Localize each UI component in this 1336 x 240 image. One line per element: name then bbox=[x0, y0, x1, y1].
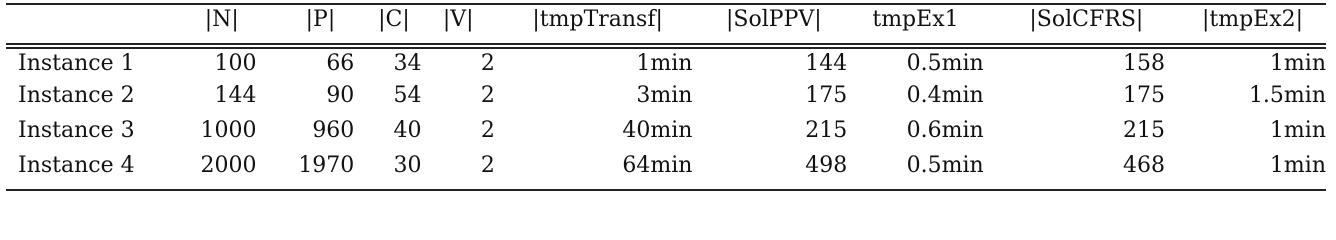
cell-tmptransf: 40min bbox=[622, 118, 693, 143]
cell-c: 54 bbox=[393, 83, 422, 108]
cell-tmpex2: 1min bbox=[1269, 118, 1326, 143]
cell-solcfrs: 175 bbox=[1123, 83, 1165, 108]
cell-tmpex2: 1min bbox=[1269, 51, 1326, 76]
cell-solppv: 215 bbox=[805, 118, 848, 143]
cell-c: 34 bbox=[393, 51, 422, 76]
cell-v: 2 bbox=[480, 153, 495, 178]
cell-v: 2 bbox=[480, 118, 495, 143]
header-cell-instance bbox=[6, 3, 167, 43]
cell-instance-name: Instance 2 bbox=[18, 83, 135, 108]
header-cell-tmpex1: tmpEx1 bbox=[872, 7, 959, 32]
cell-solppv: 498 bbox=[805, 153, 848, 178]
header-cell-solppv: |SolPPV| bbox=[726, 7, 822, 32]
header-cell-n: |N| bbox=[204, 7, 239, 32]
cell-tmpex1: 0.5min bbox=[906, 51, 984, 76]
cell-tmpex2: 1min bbox=[1269, 153, 1326, 178]
cell-n: 100 bbox=[214, 51, 257, 76]
cell-c: 30 bbox=[393, 153, 422, 178]
cell-tmpex1: 0.4min bbox=[906, 83, 984, 108]
header-cell-c: |C| bbox=[378, 7, 410, 32]
header-cell-solcfrs: |SolCFRS| bbox=[1029, 7, 1144, 32]
cell-solppv: 175 bbox=[805, 83, 848, 108]
cell-p: 1970 bbox=[298, 153, 355, 178]
table-row bbox=[6, 113, 1326, 148]
cell-p: 960 bbox=[312, 118, 355, 143]
header-cell-tmpex2: |tmpEx2| bbox=[1201, 7, 1304, 32]
cell-solppv: 144 bbox=[805, 51, 848, 76]
cell-instance-name: Instance 1 bbox=[18, 51, 135, 76]
cell-c: 40 bbox=[393, 118, 422, 143]
cell-solcfrs: 158 bbox=[1123, 51, 1165, 76]
cell-n: 1000 bbox=[200, 118, 257, 143]
results-table bbox=[6, 3, 1326, 183]
cell-tmpex2: 1.5min bbox=[1248, 83, 1326, 108]
cell-solcfrs: 215 bbox=[1123, 118, 1165, 143]
cell-instance-name: Instance 3 bbox=[18, 118, 135, 143]
cell-tmptransf: 3min bbox=[636, 83, 693, 108]
cell-tmpex1: 0.5min bbox=[906, 153, 984, 178]
cell-n: 144 bbox=[214, 83, 257, 108]
header-cell-tmptransf: |tmpTransf| bbox=[532, 7, 663, 32]
table-header-row bbox=[6, 3, 1326, 43]
cell-v: 2 bbox=[480, 51, 495, 76]
cell-n: 2000 bbox=[200, 153, 257, 178]
cell-tmptransf: 1min bbox=[636, 51, 693, 76]
cell-solcfrs: 468 bbox=[1123, 153, 1165, 178]
cell-v: 2 bbox=[480, 83, 495, 108]
cell-tmptransf: 64min bbox=[622, 153, 693, 178]
cell-p: 66 bbox=[326, 51, 355, 76]
cell-instance-name: Instance 4 bbox=[18, 153, 135, 178]
table-row bbox=[6, 78, 1326, 113]
table-row bbox=[6, 43, 1326, 78]
cell-p: 90 bbox=[326, 83, 355, 108]
table-bottom-rule bbox=[6, 189, 1326, 191]
table-row bbox=[6, 148, 1326, 183]
cell-tmpex1: 0.6min bbox=[906, 118, 984, 143]
header-cell-p: |P| bbox=[305, 7, 336, 32]
header-cell-v: |V| bbox=[442, 7, 474, 32]
